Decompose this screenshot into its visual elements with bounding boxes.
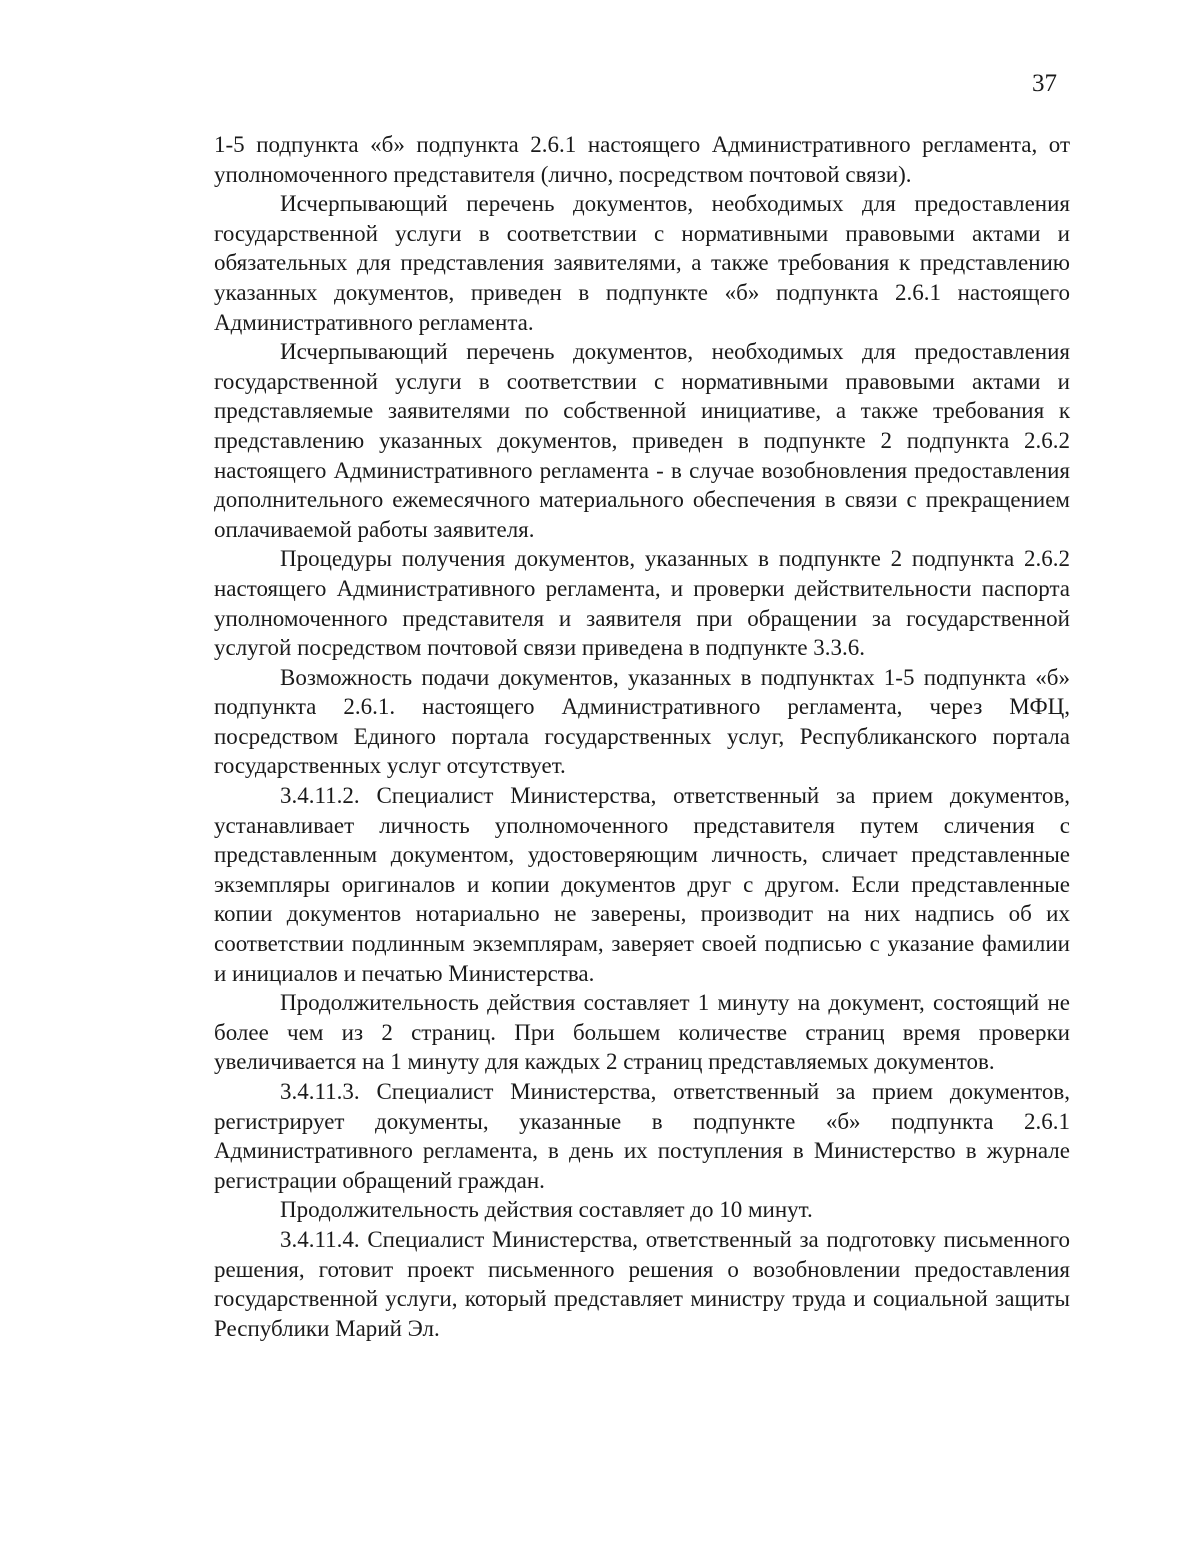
- paragraph: Исчерпывающий перечень документов, необходимых для предоставления государственной услуги в соответствии с нормативными правовыми актами и обязательных для представления заявителями, а также требования к представлению указанных документов, приведен в подпункте «б» подпункта 2.6.1 настоящего Административного регламента.: [214, 191, 1070, 335]
- paragraph: Продолжительность действия составляет до 10 минут.: [280, 1197, 813, 1223]
- document-body: [214, 130, 1070, 1343]
- paragraph-clause-3-4-11-2: 3.4.11.2. Специалист Министерства, ответственный за прием документов, устанавливает личность уполномоченного представителя путем сличения с представленным документом, удостоверяющим личность, сличает представленные экземпляры оригиналов и копии документов друг с другом. Если представленные копии документов нотариально не заверены, производит на них надпись об их соответствии подлинным экземплярам, заверяет своей подписью с указание фамилии и инициалов и печатью Министерства.: [214, 783, 1070, 986]
- paragraph: Исчерпывающий перечень документов, необходимых для предоставления государственной услуги в соответствии с нормативными правовыми актами и представляемые заявителями по собственной инициативе, а также требования к представлению указанных документов, приведен в подпункте 2 подпункта 2.6.2 настоящего Административного регламента - в случае возобновления предоставления дополнительного ежемесячного материального обеспечения в связи с прекращением оплачиваемой работы заявителя.: [214, 339, 1070, 542]
- paragraph-clause-3-4-11-4: 3.4.11.4. Специалист Министерства, ответственный за подготовку письменного решения, готовит проект письменного решения о возобновлении предоставления государственной услуги, который представляет министру труда и социальной защиты Республики Марий Эл.: [214, 1226, 1070, 1341]
- paragraph: Процедуры получения документов, указанных в подпункте 2 подпункта 2.6.2 настоящего Административного регламента, и проверки действительности паспорта уполномоченного представителя и заявителя при обращении за государственной услугой посредством почтовой связи приведена в подпункте 3.3.6.: [214, 546, 1070, 661]
- paragraph-clause-3-4-11-3: 3.4.11.3. Специалист Министерства, ответственный за прием документов, регистрирует документы, указанные в подпункте «б» подпункта 2.6.1 Административного регламента, в день их поступления в Министерство в журнале регистрации обращений граждан.: [214, 1079, 1070, 1193]
- paragraph: Продолжительность действия составляет 1 минуту на документ, состоящий не более чем из 2 страниц. При большем количестве страниц время проверки увеличивается на 1 минуту для каждых 2 страниц представляемых документов.: [214, 990, 1070, 1075]
- page-number: 37: [1032, 70, 1057, 97]
- paragraph-continuation: 1-5 подпункта «б» подпункта 2.6.1 настоящего Административного регламента, от уполномоченного представителя (лично, посредством почтовой связи).: [214, 132, 1070, 187]
- paragraph: Возможность подачи документов, указанных в подпунктах 1-5 подпункта «б» подпункта 2.6.1. настоящего Административного регламента, через МФЦ, посредством Единого портала государственных услуг, Республиканского портала государственных услуг отсутствует.: [214, 664, 1070, 779]
